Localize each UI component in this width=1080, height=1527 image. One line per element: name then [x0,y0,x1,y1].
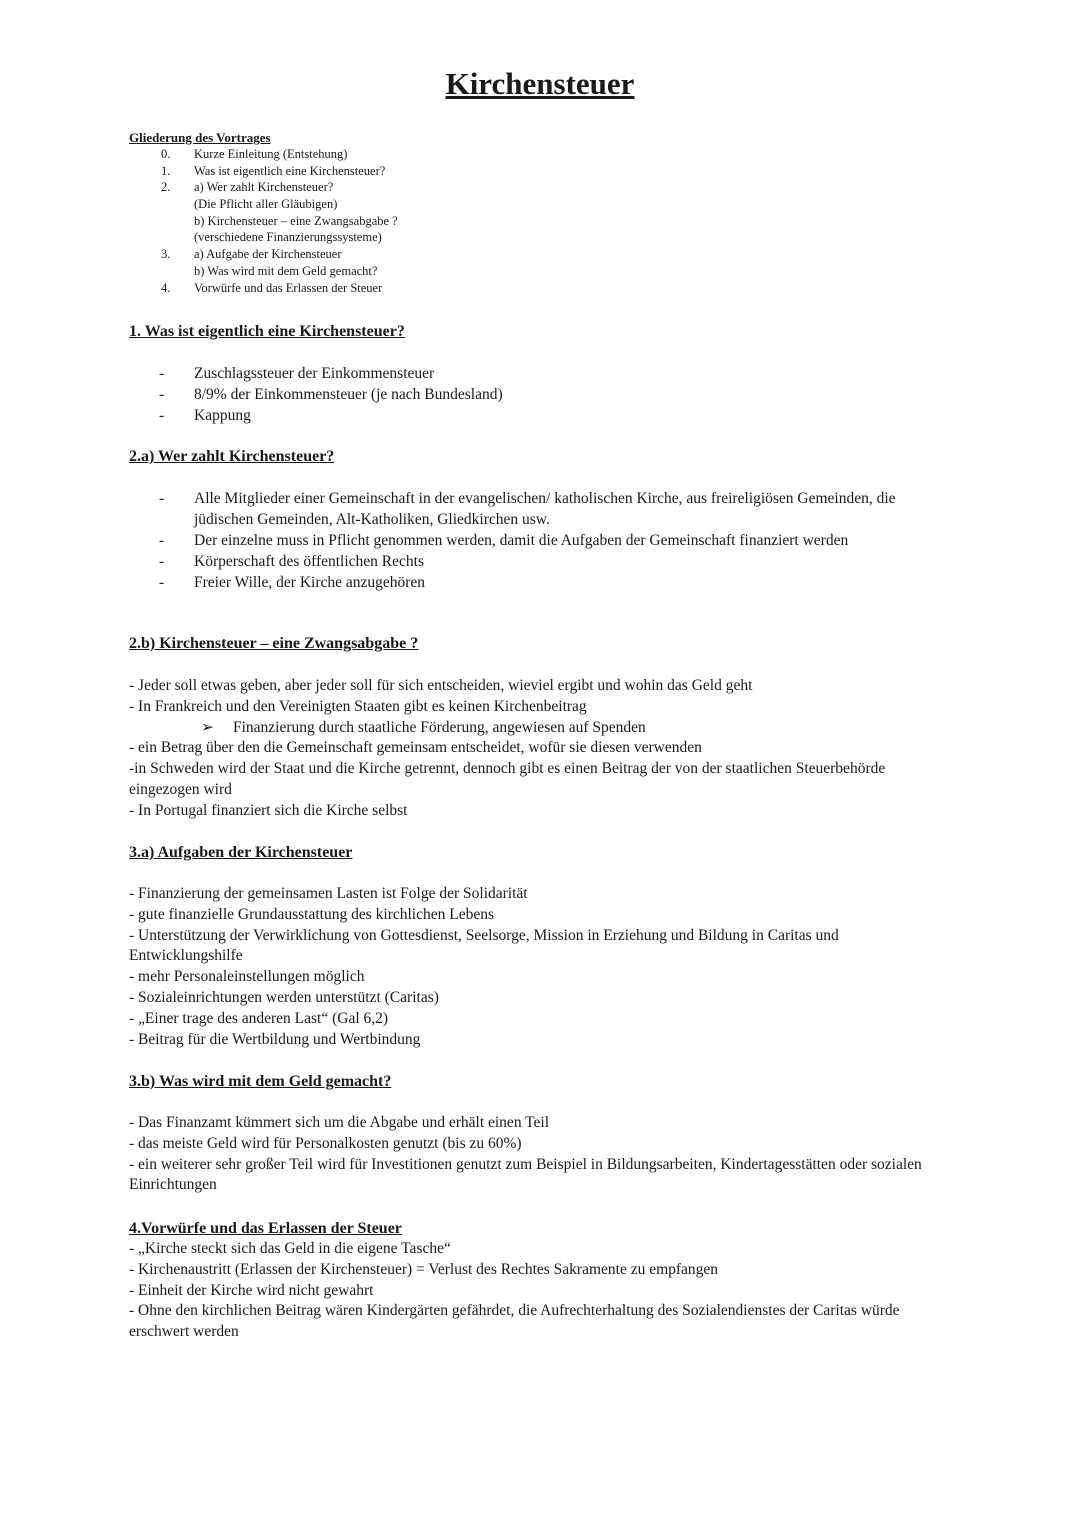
text-line: - In Portugal finanziert sich die Kirche selbst [129,801,408,819]
text-line: - gute finanzielle Grundausstattung des kirchlichen Lebens [129,905,494,923]
section-4-body [129,1239,939,1343]
outline-text: Kurze Einleitung (Entstehung) [194,147,348,161]
outline-row [0,196,1080,213]
section-3b-body [129,1113,939,1196]
text-line: - das meiste Geld wird für Personalkosten genutzt (bis zu 60%) [129,1134,522,1152]
text-line: - „Einer trage des anderen Last“ (Gal 6,2) [129,1009,389,1027]
outline-text: (verschiedene Finanzierungssysteme) [194,230,382,245]
text-line: -in Schweden wird der Staat und die Kirche getrennt, dennoch gibt es einen Beitrag der von der staatlichen Steuerbehörde eingezogen wird [129,760,886,798]
text-line: - mehr Personaleinstellungen möglich [129,968,365,986]
list-item-text: Freier Wille, der Kirche anzugehören [194,574,426,591]
outline-text: b) Kirchensteuer – eine Zwangsabgabe ? [194,213,398,228]
outline-text: b) Was wird mit dem Geld gemacht? [194,263,378,278]
text-line: - „Kirche steckt sich das Geld in die eigene Tasche“ [129,1240,451,1257]
dash-bullet: - [159,386,165,403]
list-item [0,572,1080,593]
outline-text: a) Wer zahlt Kirchensteuer? [194,180,334,195]
outline-text: a) Aufgabe der Kirchensteuer [194,247,342,262]
text-line: - In Frankreich und den Vereinigten Staaten gibt es keinen Kirchenbeitrag [129,697,587,715]
list-item [0,488,1080,530]
outline-text: Was ist eigentlich eine Kirchensteuer? [194,163,386,178]
outline-heading: Gliederung des Vortrages [129,130,271,145]
list-item-text: 8/9% der Einkommensteuer (je nach Bundesland) [194,386,503,403]
section-1-heading: 1. Was ist eigentlich eine Kirchensteuer? [129,323,405,340]
section-2a-heading: 2.a) Wer zahlt Kirchensteuer? [129,448,335,465]
list-item-text: Der einzelne muss in Pflicht genommen werden, damit die Aufgaben der Gemeinschaft finanziert werden [194,532,849,549]
dash-bullet: - [159,365,165,382]
section-3b-heading: 3.b) Was wird mit dem Geld gemacht? [129,1073,392,1090]
dash-bullet: - [159,407,165,424]
text-line: - ein Betrag über den die Gemeinschaft gemeinsam entscheidet, wofür sie diesen verwenden [129,739,702,757]
text-line: - Einheit der Kirche wird nicht gewahrt [129,1281,374,1299]
text-line: - Ohne den kirchlichen Beitrag wären Kindergärten gefährdet, die Aufrechterhaltung des Sozialendienstes der Caritas würde erschwert werden [129,1302,900,1341]
outline-row [0,246,1080,263]
list-item [0,530,1080,551]
list-item [0,551,1080,572]
arrow-subitem-text: Finanzierung durch staatliche Förderung, angewiesen auf Spenden [233,718,646,736]
outline-row [0,179,1080,196]
list-item [0,384,1080,405]
section-3a-heading: 3.a) Aufgaben der Kirchensteuer [129,844,353,861]
arrow-subitem [129,718,939,739]
outline-list [0,146,1080,296]
outline-row [0,146,1080,163]
list-item-text: Zuschlagssteuer der Einkommensteuer [194,365,435,382]
text-line: - Unterstützung der Verwirklichung von Gottesdienst, Seelsorge, Mission in Erziehung und Bildung in Caritas und Entwicklungshilfe [129,926,839,965]
text-line: - Kirchenaustritt (Erlassen der Kirchensteuer) = Verlust des Rechtes Sakramente zu empfangen [129,1260,719,1278]
outline-row [0,263,1080,280]
dash-bullet: - [159,532,165,549]
section-3a-body [129,884,939,1050]
outline-row [0,163,1080,180]
section-2a-list [0,488,1080,593]
outline-number: 1. [161,163,171,178]
list-item [0,405,1080,426]
dash-bullet: - [159,553,165,570]
outline-text: (Die Pflicht aller Gläubigen) [194,197,338,212]
section-2b-heading: 2.b) Kirchensteuer – eine Zwangsabgabe ? [129,635,419,652]
text-line: - Sozialeinrichtungen werden unterstützt (Caritas) [129,988,439,1006]
outline-row [0,229,1080,246]
outline-number: 0. [161,147,171,161]
outline-row [0,280,1080,297]
page-title: Kirchensteuer [445,66,635,101]
dash-bullet: - [159,574,165,591]
outline-number: 2. [161,180,171,195]
section-4-heading: 4.Vorwürfe und das Erlassen der Steuer [129,1220,402,1237]
list-item [0,363,1080,384]
text-line: - Das Finanzamt kümmert sich um die Abgabe und erhält einen Teil [129,1114,550,1131]
list-item-text: Alle Mitglieder einer Gemeinschaft in der evangelischen/ katholischen Kirche, aus freireligiösen Gemeinden, die jüdischen Gemeinden, Alt-Katholiken, Gliedkirchen usw. [194,490,896,528]
outline-number: 4. [161,280,171,295]
list-item-text: Kappung [194,407,251,424]
text-line: - Jeder soll etwas geben, aber jeder soll für sich entscheiden, wieviel ergibt und wohin das Geld geht [129,677,753,694]
text-line: - Finanzierung der gemeinsamen Lasten ist Folge der Solidarität [129,885,528,902]
text-line: - Beitrag für die Wertbildung und Wertbindung [129,1030,421,1048]
outline-text: Vorwürfe und das Erlassen der Steuer [194,280,383,295]
dash-bullet: - [159,490,165,507]
list-item-text: Körperschaft des öffentlichen Rechts [194,553,424,570]
text-line: - ein weiterer sehr großer Teil wird für Investitionen genutzt zum Beispiel in Bildungsarbeiten, Kindertagesstätten oder sozialen Einrichtungen [129,1155,922,1194]
section-1-list [0,363,1080,426]
outline-number: 3. [161,247,171,262]
outline-row [0,213,1080,230]
section-2b-body [129,676,939,822]
arrow-bullet-icon: ➢ [201,718,214,736]
